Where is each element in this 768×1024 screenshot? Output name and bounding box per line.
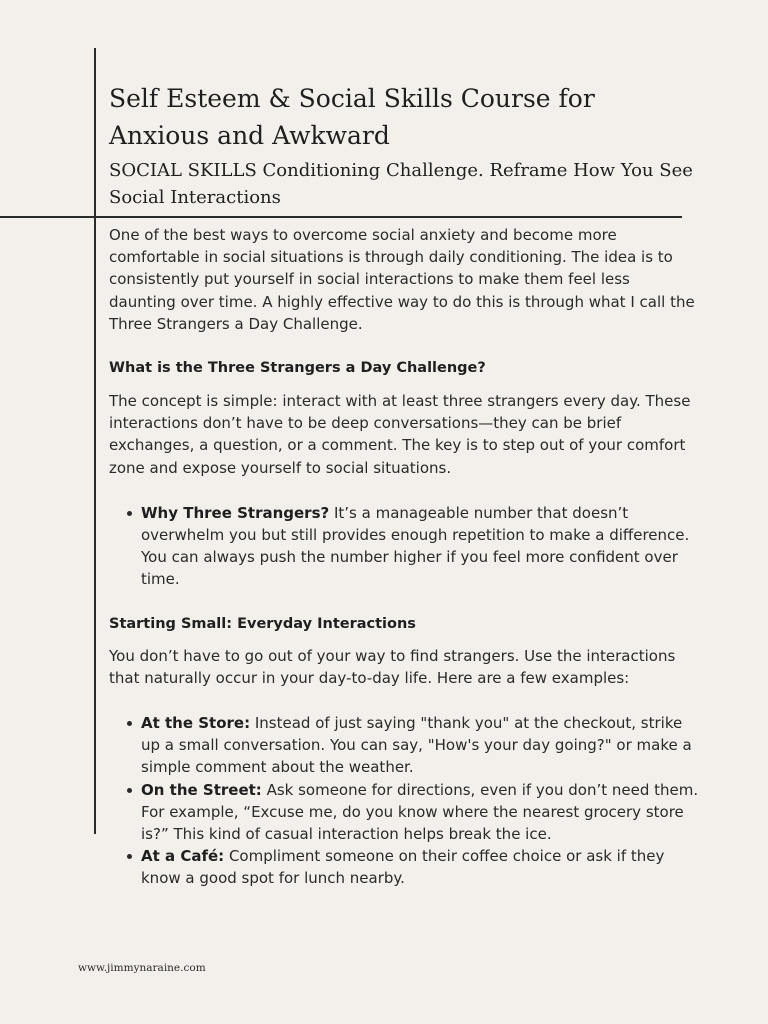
bullet-label: At the Store:	[141, 714, 251, 733]
bullet-label: Why Three Strangers?	[141, 503, 330, 522]
challenge-paragraph: The concept is simple: interact with at least three strangers every day. These interactions don’t have to be deep conversations—they can be brief exchanges, a question, or a comment. The key is to step out of your comfort zone and expose yourself to social situations.	[109, 392, 691, 477]
footer-website: www.jimmynaraine.com	[78, 962, 206, 974]
bullet-text: It’s a manageable number that doesn’t overwhelm you but still provides enough repetition to make a difference. You can always push the number higher if you feel more confident over time.	[141, 503, 690, 589]
page-title: Self Esteem & Social Skills Course for Anxious and Awkward	[109, 84, 595, 150]
list-item	[109, 845, 699, 889]
starting-small-paragraph: You don’t have to go out of your way to find strangers. Use the interactions that naturally occur in your day-to-day life. Here are a few examples:	[109, 646, 676, 687]
article-body	[109, 224, 699, 890]
bullet-text: Ask someone for directions, even if you don’t need them. For example, “Excuse me, do you know where the nearest grocery store is?” This kind of casual interaction helps break the ice.	[141, 780, 699, 844]
list-item	[109, 712, 699, 779]
list-item	[109, 502, 699, 591]
section-heading-challenge: What is the Three Strangers a Day Challenge?	[109, 360, 486, 377]
section-heading-starting-small: Starting Small: Everyday Interactions	[109, 615, 416, 632]
intro-paragraph: One of the best ways to overcome social anxiety and become more comfortable in social situations is through daily conditioning. The idea is to consistently put yourself in social interactions to make them feel less daunting over time. A highly effective way to do this is through what I call the Three Strangers a Day Challenge.	[109, 226, 695, 333]
challenge-bullet-list	[109, 502, 699, 591]
bullet-text: Compliment someone on their coffee choice or ask if they know a good spot for lunch nearby.	[141, 847, 665, 888]
list-item	[109, 779, 699, 846]
bullet-text: Instead of just saying "thank you" at the checkout, strike up a small conversation. You can say, "How's your day going?" or make a simple comment about the weather.	[141, 714, 692, 777]
bullet-label: At a Café:	[141, 847, 225, 866]
horizontal-rule	[0, 216, 682, 218]
page-subtitle: SOCIAL SKILLS Conditioning Challenge. Reframe How You See Social Interactions	[109, 160, 693, 208]
vertical-rule	[94, 48, 96, 834]
bullet-label: On the Street:	[141, 780, 262, 799]
examples-bullet-list	[109, 712, 699, 890]
